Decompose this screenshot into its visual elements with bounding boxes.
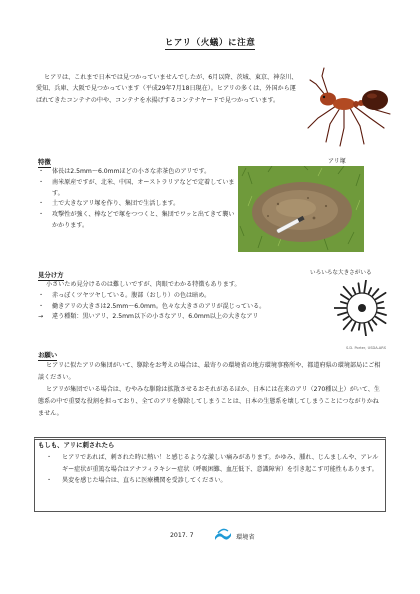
bullet: ・ <box>38 291 45 299</box>
ant-ray <box>369 288 371 293</box>
bullet: ・ <box>38 302 45 310</box>
list-item-text: 土で大きなアリ塚を作り、集団で生活します。 <box>52 200 180 208</box>
ant-ray <box>352 323 356 331</box>
ant-ray <box>353 288 355 293</box>
ant-ray <box>364 280 366 292</box>
fire-ant-photo <box>300 62 392 148</box>
request-paragraph-2: ヒアリが集団でいる場合は、むやみな駆除は拡散させるおそれがあるほか、日本には在来のアリ（270種以上）がいて、生態系の中で重要な役割を担っており、全てのアリを駆除してしまうことは、日本の生態系を壊してしまうことにつながりかねません。 <box>38 386 380 417</box>
ant-ray <box>369 323 373 331</box>
list-item <box>46 475 380 487</box>
list-item <box>38 302 338 313</box>
ant-sizes-illustration <box>334 280 390 336</box>
list-item-text: 違う種類：黒いアリ、2.5mm以下の小さなアリ、6.0mm以上の大きなアリ <box>52 313 259 321</box>
ant-ray <box>359 324 360 330</box>
list-item-text: 攻撃性が強く、棒などで塚をつつくと、集団でワッと出てきて襲いかかります。 <box>52 211 235 229</box>
request-paragraph-1: ヒアリに似たアリの集団がいて、駆除をお考えの場合は、最寄りの環境省の地方環境事務所や、都道府県の環境部局にご相談ください。 <box>38 362 381 381</box>
bullet: ・ <box>38 211 45 219</box>
request-heading: お願い <box>38 351 58 359</box>
sting-list <box>46 452 380 487</box>
list-item <box>46 452 380 475</box>
identify-lead: 小さいため見分けるのは難しいですが、肉眼でわかる特徴もあります。 <box>46 281 241 288</box>
list-item <box>38 199 238 210</box>
ant-ray <box>341 302 347 304</box>
list-item <box>38 312 338 323</box>
list-item-text: 異変を感じた場合は、直ちに医療機関を受診してください。 <box>62 477 227 484</box>
ministry-name: 環境省 <box>236 534 255 541</box>
ant-ray <box>375 317 385 323</box>
list-item <box>38 210 238 232</box>
ministry-logo-icon <box>214 527 232 543</box>
page-title-text: ヒアリ（火蟻）に注意 <box>164 38 256 48</box>
ant-ray <box>372 320 376 325</box>
ant-ray <box>377 313 386 316</box>
photo-credit: S.D. Porter, USDA-ARS <box>346 346 387 350</box>
list-item-text: 働きアリの大きさは2.5mm～6.0mm。色々な大きさのアリが混じっている。 <box>52 302 266 310</box>
features-list <box>38 167 238 232</box>
ant-ray <box>343 317 348 320</box>
list-item <box>38 291 338 302</box>
bullet: ・ <box>38 178 45 186</box>
list-item <box>38 167 238 178</box>
ant-mound-photo <box>238 166 364 252</box>
list-item-text: 体長は2.5mm～6.0mmほどの小さな赤茶色のアリです。 <box>52 168 211 175</box>
ant-ray <box>372 289 378 296</box>
ant-ray <box>344 320 352 329</box>
bullet: ・ <box>46 454 53 461</box>
list-item-text: 南米原産ですが、北米、中国、オーストラリアなどで定着しています。 <box>52 178 235 197</box>
bullet: ・ <box>38 200 45 208</box>
identify-heading: 見分け方 <box>38 271 64 279</box>
list-item <box>38 178 238 200</box>
mound-caption: アリ塚 <box>328 158 346 165</box>
list-item-text: ヒアリであれば、刺された時に熱い！と感じるような激しい痛みがあります。かゆみ、腫れ、じんましんや、アレルギー症状が重篤な場合はアナフィラキシー症状（呼吸困難、血圧低下、意識障害）を引き起こす可能性もあります。 <box>62 454 379 473</box>
list-item-text: 赤っぽくツヤツヤしている。腹部（おしり）の色は暗め。 <box>52 291 211 299</box>
intro-paragraph: ヒアリは、これまで日本では見つかっていませんでしたが、6月以降、茨城、東京、神奈川、愛知、兵庫、大阪で見つかっています（平成29年7月18日現在）。ヒアリの多くは、外国から運ばれてきたコンテナの中や、コンテナを水揚げするコンテナヤードで見つかっています。 <box>36 74 298 104</box>
ant-ray <box>338 313 347 316</box>
ant-ray <box>364 324 366 336</box>
ant-ray <box>341 294 349 299</box>
footer-date: 2017. 7 <box>170 532 194 539</box>
identify-list <box>38 280 338 323</box>
sizes-caption: いろいろな大きさがいる <box>310 270 372 276</box>
ant-ray <box>377 302 383 304</box>
bullet: ・ <box>46 477 53 484</box>
page-title <box>0 36 420 48</box>
arrow-icon: → <box>38 313 44 321</box>
ant-ray <box>375 293 385 299</box>
bullet: ・ <box>38 168 45 175</box>
sting-heading: もしも、アリに刺されたら <box>38 441 115 449</box>
ant-ray <box>344 287 352 296</box>
features-heading: 特徴 <box>38 158 51 166</box>
ant-ray <box>358 283 359 292</box>
